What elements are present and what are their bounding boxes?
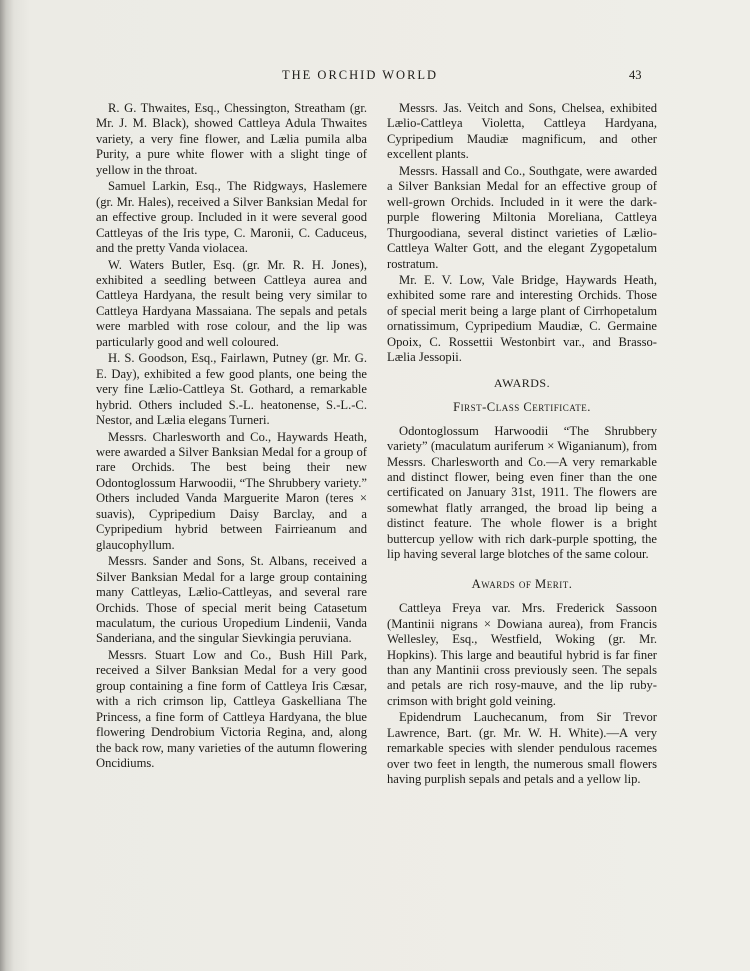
paragraph-epidendrum: Epidendrum Lauchecanum, from Sir Trevor Lawrence, Bart. (gr. Mr. W. H. White).—A very remarkable species with slender pendulous racemes over two feet in length, the numerous small flowers having purplish sepals and petals and a yellow lip. (387, 710, 657, 787)
left-column (96, 101, 367, 771)
paragraph-odontoglossum-harwoodii: Odontoglossum Harwoodii “The Shrubbery variety” (maculatum auriferum × Wiganianum), from Messrs. Charlesworth and Co.—A very remarkable and distinct flower, being even finer than the one certificated on January 31st, 1911. The flowers are somewhat flatly arranged, the broad lip being a distinct feature. The whole flower is a bright buttercup yellow with rich dark-purple spotting, the lip having several large blotches of the same colour. (387, 423, 657, 562)
paragraph-butler: W. Waters Butler, Esq. (gr. Mr. R. H. Jones), exhibited a seedling between Cattleya aurea and Cattleya Hardyana, the result being very similar to Cattleya Hardyana Massaiana. The sepals and petals were marbled with rose colour, and the lip was particularly good and well coloured. (96, 257, 367, 349)
paragraph-thwaites: R. G. Thwaites, Esq., Chessington, Streatham (gr. Mr. J. M. Black), showed Cattleya Adula Thwaites variety, a very fine flower, and Lælia pumila alba Purity, a pure white flower with a slight tinge of yellow in the throat. (96, 101, 367, 177)
awards-of-merit-heading: Awards of Merit. (471, 576, 573, 591)
right-column (387, 101, 657, 788)
first-class-certificate-heading: First-Class Certificate. (453, 400, 591, 415)
paragraph-larkin: Samuel Larkin, Esq., The Ridgways, Haslemere (gr. Mr. Hales), received a Silver Banksian Medal for an effective group. Included in it were several good Cattleyas of the Iris type, C. Maronii, C. Caduceus, and the pretty Vanda violacea. (96, 179, 367, 256)
paragraph-hassall: Messrs. Hassall and Co., Southgate, were awarded a Silver Banksian Medal for an effective group of well-grown Orchids. Included in it were the dark-purple flowering Miltonia Moreliana, Cattleya Thurgoodiana, several distinct varieties of Lælio-Cattleya Walter Gott, and the elegant Zygopetalum rostratum. (387, 163, 657, 271)
paragraph-ev-low: Mr. E. V. Low, Vale Bridge, Haywards Heath, exhibited some rare and interesting Orchids. Those of special merit being a large plant of Cirrhopetalum ornatissimum, Cypripedium Maudiæ, C. Germaine Opoix, C. Rossettii Westonbirt var., and Brasso-Lælia Jessopii. (387, 272, 657, 365)
paragraph-cattleya-freya: Cattleya Freya var. Mrs. Frederick Sassoon (Mantinii nigrans × Dowiana aurea), from Francis Wellesley, Esq., Westfield, Woking (gr. Mr. Hopkins). This large and beautiful hybrid is far finer than any Mantinii cross previously seen. The sepals and petals are rich rosy-mauve, and the lip ruby-crimson with bright gold veining. (387, 601, 657, 708)
paragraph-veitch: Messrs. Jas. Veitch and Sons, Chelsea, exhibited Lælio-Cattleya Violetta, Cattleya Hardyana, Cypripedium Maudiæ magnificum, and other excellent plants. (387, 101, 657, 162)
running-head-title: THE ORCHID WORLD (282, 68, 439, 82)
awards-heading: AWARDS. (493, 375, 551, 390)
paragraph-goodson: H. S. Goodson, Esq., Fairlawn, Putney (gr. Mr. G. E. Day), exhibited a few good plants, one being the very fine Lælio-Cattleya St. Gothard, a remarkable hybrid. Others included S.-L. heatonense, S.-L.-C. Nestor, and Lælia elegans Turneri. (96, 351, 367, 428)
paragraph-sander: Messrs. Sander and Sons, St. Albans, received a Silver Banksian Medal for a large group containing many Cattleyas, Lælio-Cattleyas, and several rare Orchids. Those of special merit being Catasetum maculatum, the curious Uropedium Lindenii, Vanda Sanderiana, and the singular Sievkingia peruviana. (96, 554, 367, 646)
paragraph-charlesworth: Messrs. Charlesworth and Co., Haywards Heath, were awarded a Silver Banksian Medal for a group of rare Orchids. The best being their new Odontoglossum Harwoodii, “The Shrubbery variety.” Others included Vanda Marguerite Maron (teres × suavis), Cypripedium Daisy Barclay, and a Cypripedium hybrid between Fairrieanum and glaucophyllum. (96, 429, 367, 552)
paragraph-stuart-low: Messrs. Stuart Low and Co., Bush Hill Park, received a Silver Banksian Medal for a very good group containing a fine form of Cattleya Iris Cæsar, with a rich crimson lip, Cattleya Gaskelliana The Princess, a fine form of Cattleya Hardyana, the blue flowering Dendrobium Victoria Regina, and, along the back row, many varieties of the autumn flowering Oncidiums. (96, 647, 367, 771)
page-number: 43 (629, 68, 642, 82)
